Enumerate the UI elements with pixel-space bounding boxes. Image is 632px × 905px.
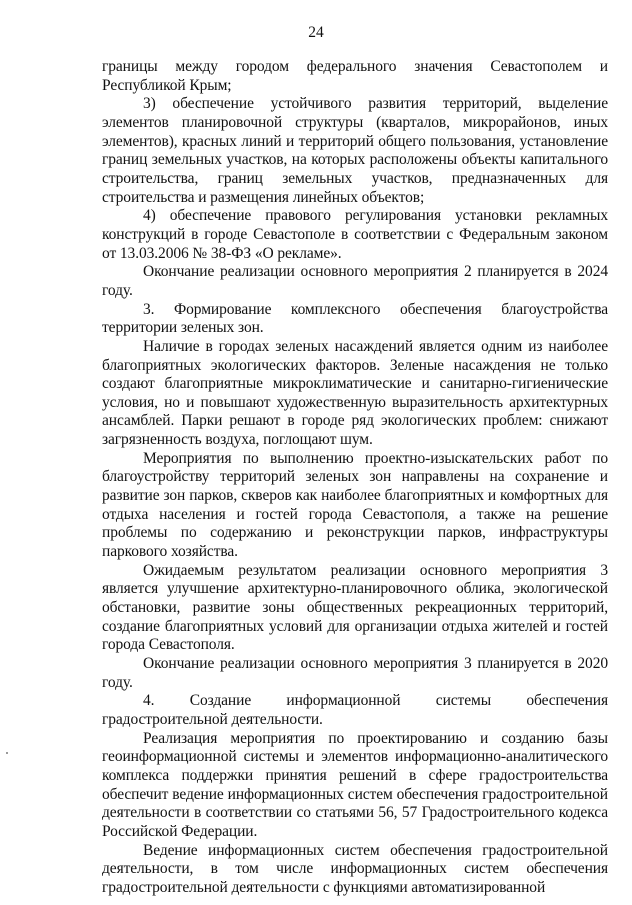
paragraph-measure-2-completion: Окончание реализации основного мероприятия 2 планируется в 2024 году. <box>102 263 608 299</box>
paragraph-crimea-border: границы между городом федерального значения Севастополем и Республикой Крым; <box>102 58 608 94</box>
paragraph-geoinformation-system: Реализация мероприятия по проектированию и созданию базы геоинформационной системы и элементов информационно-аналитического комплекса поддержки принятия решений в сфере градостроительства обеспечит ведение информационных систем обеспечения градостроительной деятельности в соответствии со статьями 56, 57 Градостроительного кодекса Российской Федерации. <box>102 729 608 840</box>
page-number: 24 <box>308 24 324 41</box>
paragraph-measure-3-completion: Окончание реализации основного мероприятия 3 планируется в 2020 году. <box>102 655 608 691</box>
paragraph-item-4-advertising-regulation: 4) обеспечение правового регулирования установки рекламных конструкций в городе Севастополе в соответствии с Федеральным законом от 13.03.2006 № 38-ФЗ «О рекламе». <box>102 207 608 262</box>
document-body <box>102 58 608 898</box>
margin-speck <box>6 752 8 754</box>
paragraph-section-3-heading: 3. Формирование комплексного обеспечения благоустройства территории зеленых зон. <box>102 300 608 337</box>
paragraph-design-survey-works: Мероприятия по выполнению проектно-изыскательских работ по благоустройству территорий зеленых зон направлены на сохранение и развитие зон парков, скверов как наиболее благоприятных и комфортных для отдыха населения и гостей города Севастополя, а также на решение проблемы по содержанию и реконструкции парков, инфраструктуры паркового хозяйства. <box>102 449 608 561</box>
paragraph-information-systems-maintenance: Ведение информационных систем обеспечения градостроительной деятельности, в том числе информационных систем обеспечения градостроительной деятельности с функциями автоматизированной <box>102 841 608 896</box>
paragraph-section-4-heading: 4. Создание информационной системы обеспечения градостроительной деятельности. <box>102 692 608 728</box>
paragraph-item-3-sustainable-development: 3) обеспечение устойчивого развития территорий, выделение элементов планировочной структуры (кварталов, микрорайонов, иных элементов), красных линий и территорий общего пользования, установление границ земельных участков, на которых расположены объекты капитального строительства, границ земельных участков, предназначенных для строительства и размещения линейных объектов; <box>102 95 608 206</box>
paragraph-expected-result-3: Ожидаемым результатом реализации основного мероприятия 3 является улучшение архитектурно-планировочного облика, экологической обстановки, развитие зоны общественных рекреационных территорий, создание благоприятных условий для организации отдыха жителей и гостей города Севастополя. <box>102 561 608 654</box>
paragraph-green-spaces: Наличие в городах зеленых насаждений является одним из наиболее благоприятных экологических факторов. Зеленые насаждения не только создают благоприятные микроклиматические и санитарно-гигиенические условия, но и повышают художественную выразительность архитектурных ансамблей. Парки решают в городе ряд экологических проблем: снижают загрязненность воздуха, поглощают шум. <box>102 337 608 449</box>
